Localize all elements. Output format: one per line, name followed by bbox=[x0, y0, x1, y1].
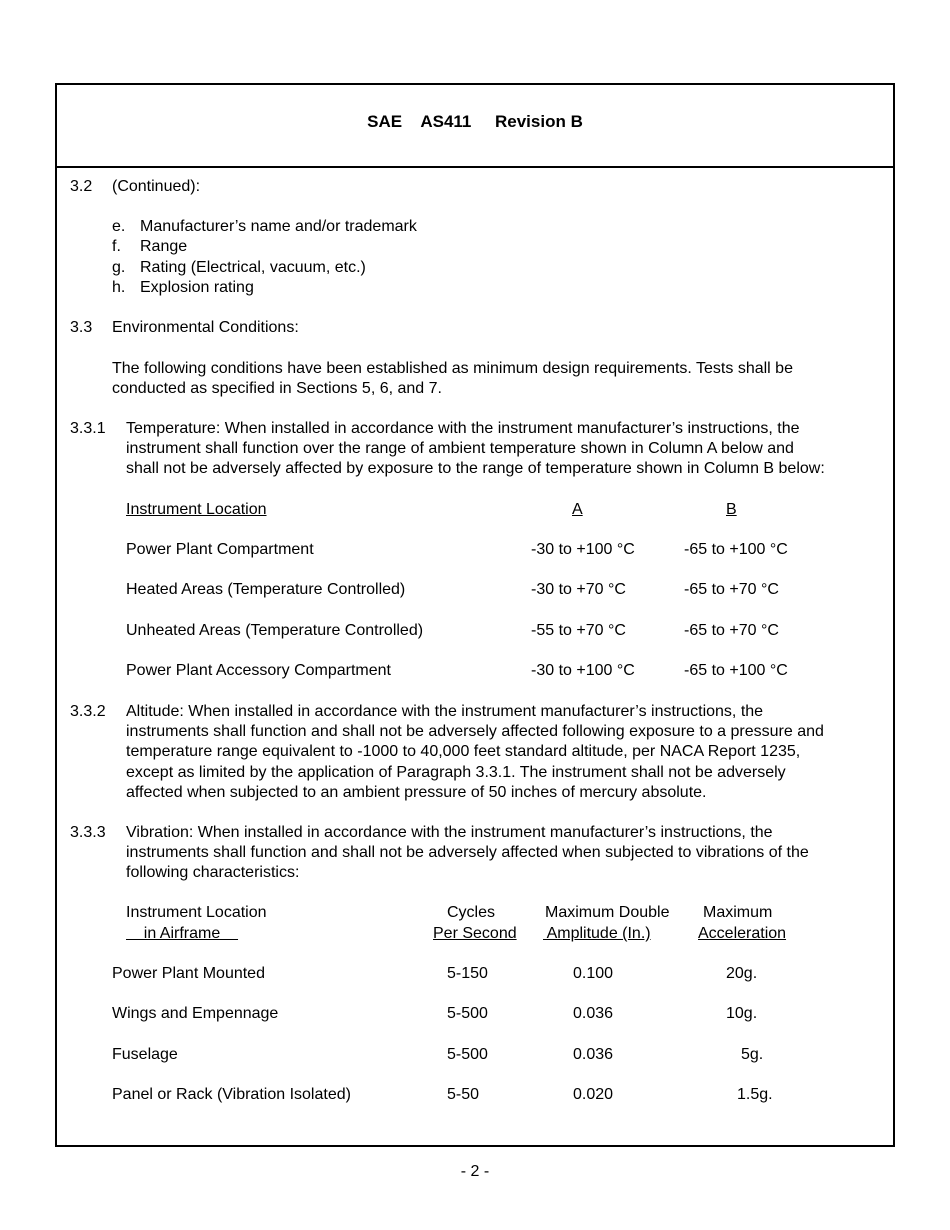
section-number: 3.3.3 bbox=[70, 824, 106, 841]
vib-header-location-2: in Airframe bbox=[126, 925, 239, 942]
vib-row-cycles: 5-500 bbox=[447, 1045, 488, 1063]
vib-row-amplitude: 0.100 bbox=[573, 965, 614, 982]
section-title: (Continued): bbox=[112, 178, 201, 195]
vib-header-acceleration-2: Acceleration bbox=[698, 925, 787, 942]
vib-header-amplitude-2: Amplitude (In.) bbox=[543, 925, 651, 942]
vib-row-amplitude: 0.036 bbox=[573, 1005, 614, 1023]
vib-row-location: Wings and Empennage bbox=[112, 1005, 279, 1023]
paragraph-line: following characteristics: bbox=[126, 864, 300, 882]
paragraph-line: affected when subjected to an ambient pressure of 50 inches of mercury absolute. bbox=[126, 783, 707, 801]
paragraph-line: Vibration: When installed in accordance with the instrument manufacturer’s instructions, the bbox=[126, 824, 773, 841]
list-item-text: Rating (Electrical, vacuum, etc.) bbox=[140, 258, 366, 276]
vib-row-cycles: 5-50 bbox=[447, 1085, 480, 1103]
vib-row-acceleration: 1.5g. bbox=[737, 1085, 773, 1103]
temp-header-a: A bbox=[572, 501, 583, 518]
vib-header-cycles: Cycles bbox=[447, 904, 496, 921]
vib-row-location: Fuselage bbox=[112, 1045, 178, 1063]
list-item-letter: e. bbox=[112, 218, 126, 235]
vib-row-location: Panel or Rack (Vibration Isolated) bbox=[112, 1085, 351, 1103]
list-item-letter: h. bbox=[112, 278, 126, 296]
temp-row-location: Heated Areas (Temperature Controlled) bbox=[126, 581, 406, 599]
vib-row-cycles: 5-150 bbox=[447, 965, 488, 982]
list-item-text: Explosion rating bbox=[140, 278, 254, 296]
vib-header-location: Instrument Location bbox=[126, 904, 267, 921]
section-number: 3.2 bbox=[70, 178, 93, 195]
list-item-text: Manufacturer’s name and/or trademark bbox=[140, 218, 417, 235]
vib-header-amplitude: Maximum Double bbox=[545, 904, 670, 921]
page-number: - 2 - bbox=[460, 1163, 490, 1180]
paragraph-line: temperature range equivalent to -1000 to 40,000 feet standard altitude, per NACA Report 1235, bbox=[126, 743, 801, 761]
paragraph-line: instrument shall function over the range of ambient temperature shown in Column A below and bbox=[126, 440, 794, 457]
paragraph-line: Altitude: When installed in accordance with the instrument manufacturer’s instructions, the bbox=[126, 703, 764, 720]
temp-row-location: Power Plant Compartment bbox=[126, 541, 314, 558]
temp-row-location: Unheated Areas (Temperature Controlled) bbox=[126, 621, 424, 639]
list-item-letter: g. bbox=[112, 258, 126, 276]
temp-row-b: -65 to +100 °C bbox=[684, 661, 788, 679]
vib-row-amplitude: 0.036 bbox=[573, 1045, 614, 1063]
vib-header-acceleration: Maximum bbox=[703, 904, 773, 921]
vib-row-acceleration: 5g. bbox=[741, 1045, 764, 1063]
vib-row-cycles: 5-500 bbox=[447, 1005, 488, 1023]
temp-header-b: B bbox=[726, 501, 737, 518]
vib-row-acceleration: 10g. bbox=[726, 1005, 758, 1023]
temp-row-b: -65 to +70 °C bbox=[684, 581, 779, 599]
header-divider bbox=[55, 166, 895, 168]
paragraph-line: instruments shall function and shall not be adversely affected following exposure to a pressure and bbox=[126, 723, 824, 741]
section-number: 3.3 bbox=[70, 319, 93, 336]
paragraph-line: The following conditions have been established as minimum design requirements. Tests shall be bbox=[112, 360, 793, 377]
section-number: 3.3.1 bbox=[70, 420, 106, 437]
vib-header-cycles-2: Per Second bbox=[433, 925, 517, 942]
temp-row-b: -65 to +70 °C bbox=[684, 621, 779, 639]
temp-row-location: Power Plant Accessory Compartment bbox=[126, 661, 391, 679]
temp-row-a: -30 to +70 °C bbox=[531, 581, 626, 599]
vib-row-acceleration: 20g. bbox=[726, 965, 758, 982]
temp-header-location: Instrument Location bbox=[126, 501, 267, 518]
temp-row-a: -55 to +70 °C bbox=[531, 621, 626, 639]
temp-row-a: -30 to +100 °C bbox=[531, 541, 635, 558]
document-title: SAE AS411 Revision B bbox=[367, 112, 583, 131]
list-item-letter: f. bbox=[112, 238, 121, 256]
paragraph-line: except as limited by the application of Paragraph 3.3.1. The instrument shall not be adversely bbox=[126, 763, 786, 781]
vib-row-location: Power Plant Mounted bbox=[112, 965, 265, 982]
paragraph-line: shall not be adversely affected by exposure to the range of temperature shown in Column B below: bbox=[126, 460, 825, 477]
vib-row-amplitude: 0.020 bbox=[573, 1085, 614, 1103]
paragraph-line: Temperature: When installed in accordance with the instrument manufacturer’s instructions, the bbox=[126, 420, 800, 437]
section-title: Environmental Conditions: bbox=[112, 319, 299, 336]
list-item-text: Range bbox=[140, 238, 188, 256]
paragraph-line: conducted as specified in Sections 5, 6, and 7. bbox=[112, 380, 442, 397]
section-number: 3.3.2 bbox=[70, 703, 106, 720]
paragraph-line: instruments shall function and shall not be adversely affected when subjected to vibrations of the bbox=[126, 844, 809, 862]
temp-row-b: -65 to +100 °C bbox=[684, 541, 788, 558]
temp-row-a: -30 to +100 °C bbox=[531, 661, 635, 679]
